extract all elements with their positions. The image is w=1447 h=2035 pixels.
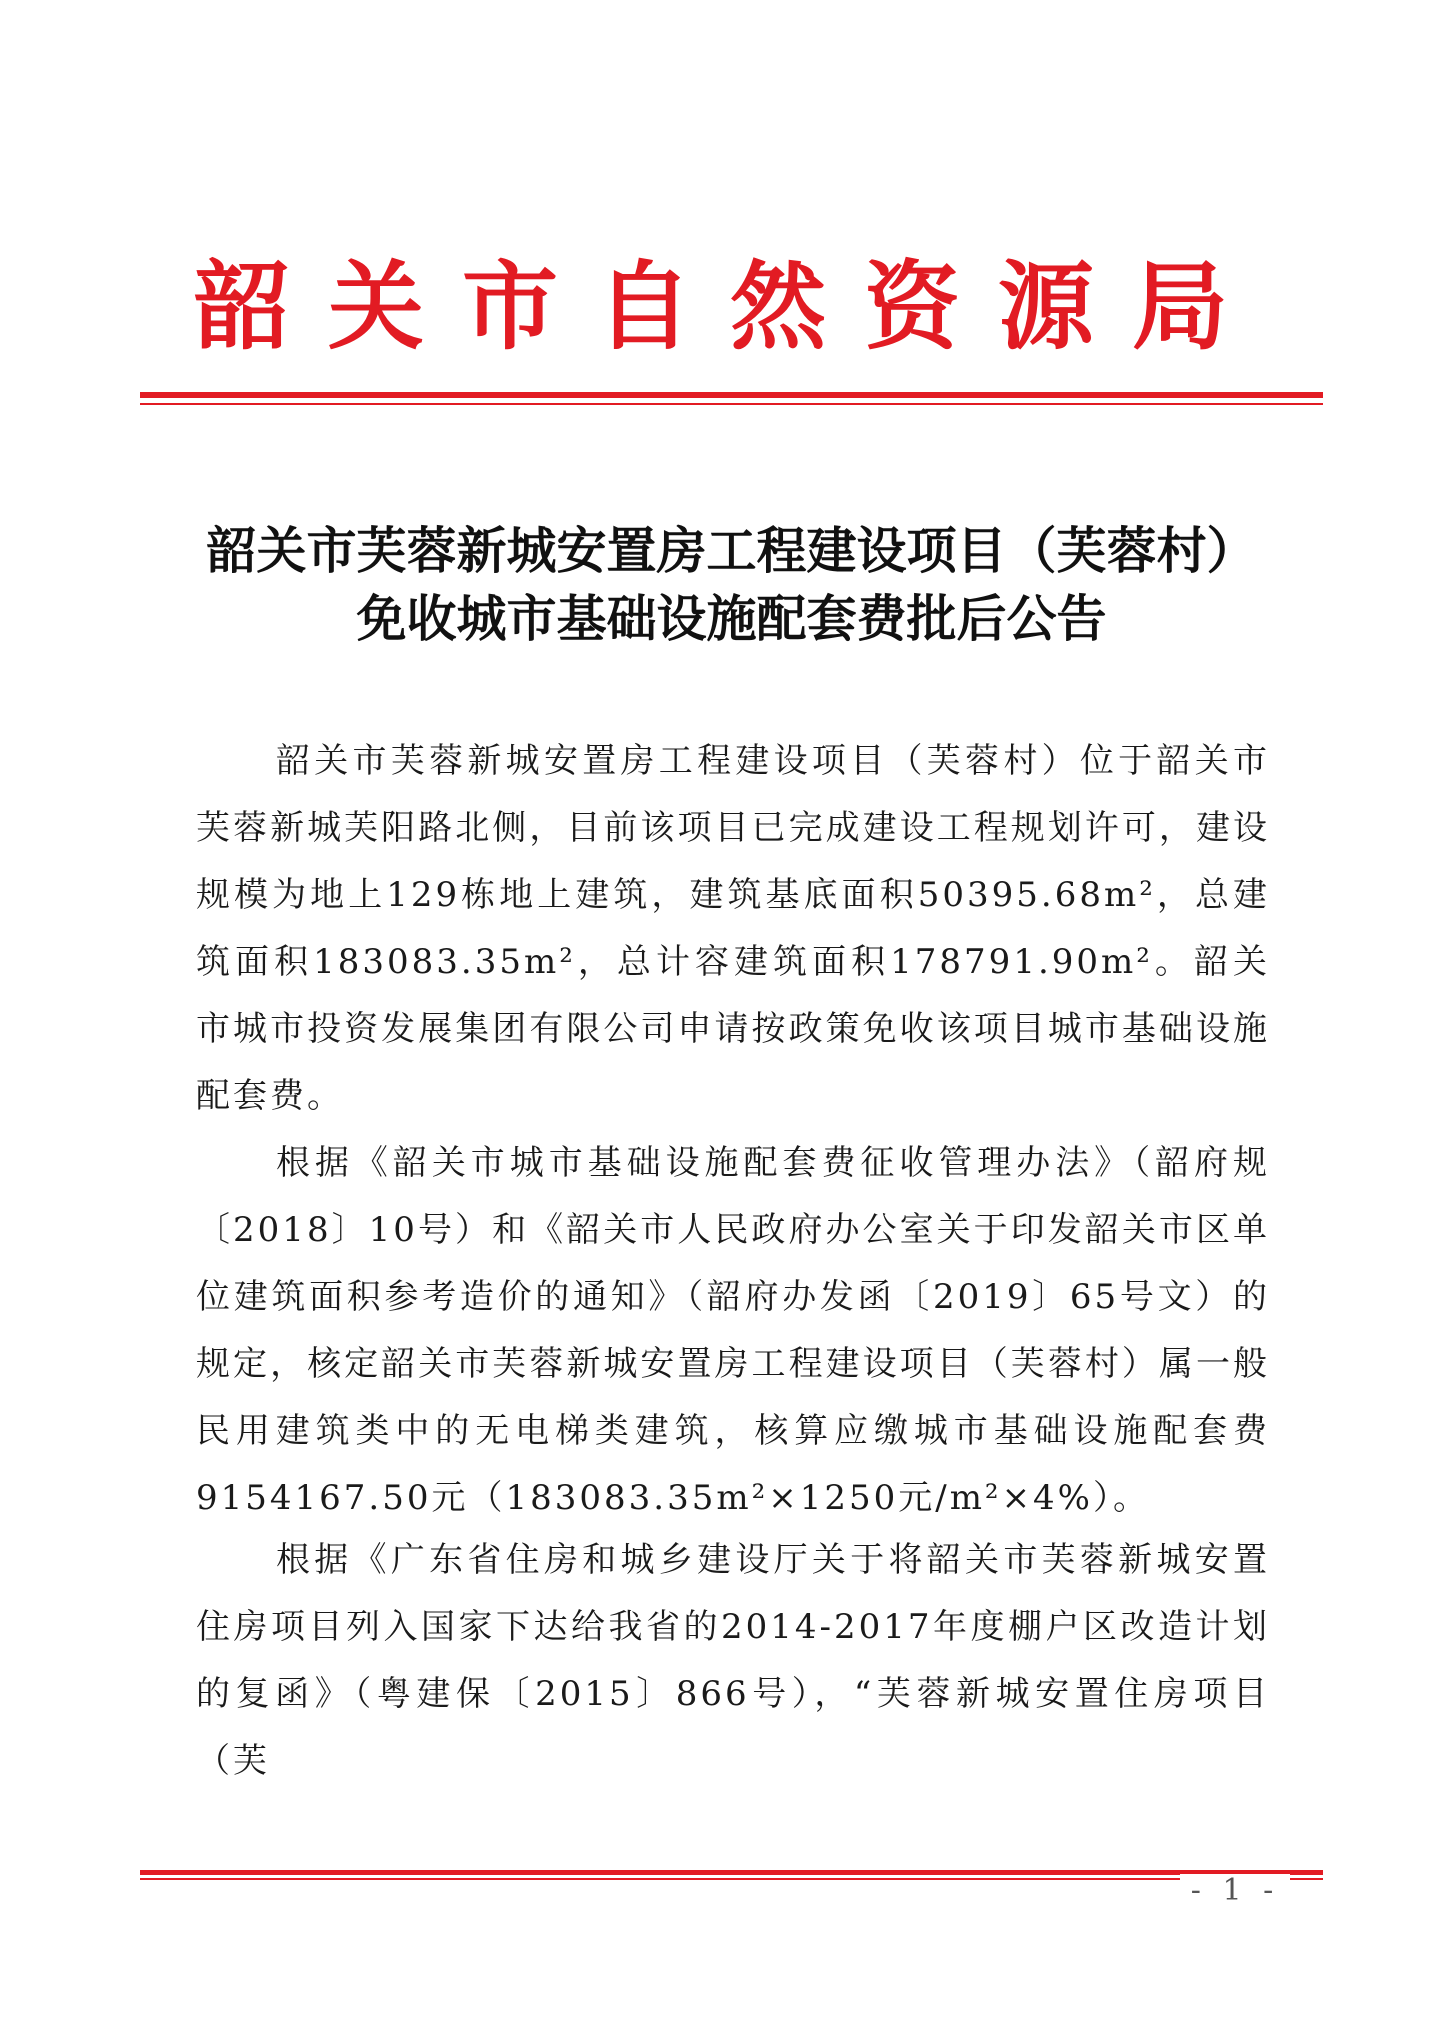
header-divider-thin [140,403,1323,405]
footer-divider-thin [140,1878,1323,1880]
notice-title-line-2: 免收城市基础设施配套费批后公告 [356,590,1107,648]
notice-title-line-1: 韶关市芙蓉新城安置房工程建设项目（芙蓉村） [206,522,1257,580]
body-paragraph-2: 根据《韶关市城市基础设施配套费征收管理办法》（韶府规〔2018〕10号）和《韶关市人民政府办公室关于印发韶关市区单位建筑面积参考造价的通知》（韶府办发函〔2019〕65号文）的规定，核定韶关市芙蓉新城安置房工程建设项目（芙蓉村）属一般民用建筑类中的无电梯类建筑，核算应缴城市基础设施配套费9154167.50元（183083.35m²×1250元/m²×4%）。 [196,1143,1270,1518]
header-divider-thick [140,392,1323,398]
footer-divider-thick [140,1870,1323,1875]
issuer-heading: 韶关市自然资源局 [194,250,1266,363]
body-paragraph-3: 根据《广东省住房和城乡建设厅关于将韶关市芙蓉新城安置住房项目列入国家下达给我省的2014-2017年度棚户区改造计划的复函》（粤建保〔2015〕866号），“芙蓉新城安置住房项目（芙 [196,1540,1270,1781]
body-paragraph-1: 韶关市芙蓉新城安置房工程建设项目（芙蓉村）位于韶关市芙蓉新城芙阳路北侧，目前该项目已完成建设工程规划许可，建设规模为地上129栋地上建筑，建筑基底面积50395.68m²，总建筑面积183083.35m²，总计容建筑面积178791.90m²。韶关市城市投资发展集团有限公司申请按政策免收该项目城市基础设施配套费。 [196,741,1270,1116]
page-number: - 1 - [1180,1874,1290,1908]
